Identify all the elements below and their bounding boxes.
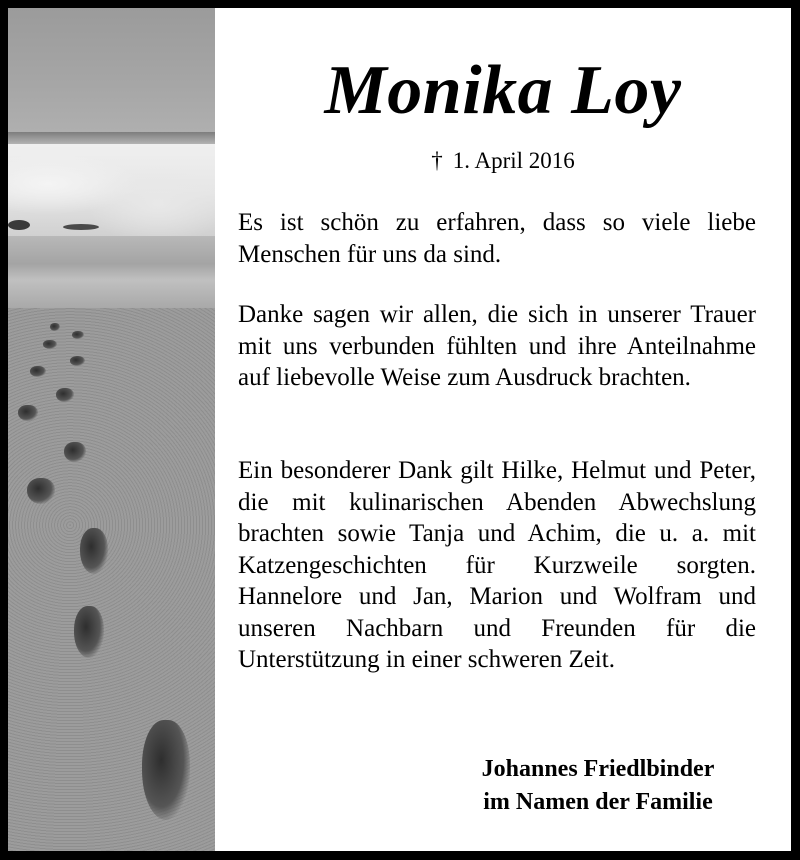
signature-family: im Namen der Familie (483, 789, 713, 815)
footprint-icon (74, 606, 104, 658)
death-date: 1. April 2016 (452, 148, 575, 173)
deceased-name: Monika Loy (324, 52, 682, 129)
cross-icon: † (431, 148, 443, 173)
paragraph-2: Danke sagen wir allen, die sich in unserer Trauer mit uns verbunden fühlten und ihre Anteilnahme auf liebevolle Weise zum Ausdruck brachten. (238, 301, 756, 391)
footprint-icon (142, 720, 190, 820)
rock (8, 220, 30, 230)
death-date-line (215, 149, 791, 172)
obituary-card (8, 8, 791, 851)
footprint-icon (72, 331, 84, 339)
rock (63, 224, 99, 230)
obituary-content (215, 8, 791, 851)
paragraph-1: Es ist schön zu erfahren, dass so viele liebe Menschen für uns da sind. (238, 209, 756, 268)
signature-name: Johannes Friedlbinder (481, 756, 715, 782)
footprint-icon (18, 405, 38, 421)
beach-footprints-photo (8, 8, 215, 851)
footprint-icon (50, 323, 60, 331)
paragraph-3: Ein besonderer Dank gilt Hilke, Helmut und Peter, die mit kulinarischen Abenden Abwechslung brachten sowie Tanja und Achim, die u. a. mit Katzengeschichten für Kurzweile sorgten. Hannelore und Jan, Marion und Wolfram und unseren Nachbarn und Freunden für die Unterstützung in einer schweren Zeit. (238, 457, 756, 673)
footprint-icon (56, 388, 74, 402)
footprint-icon (70, 356, 85, 366)
sky (8, 8, 215, 136)
wet-sand (8, 236, 215, 316)
footprint-icon (43, 340, 57, 349)
ocean-surf (8, 144, 215, 239)
footprint-icon (64, 442, 86, 462)
footprint-icon (27, 478, 55, 504)
footprint-icon (30, 366, 46, 377)
footprint-icon (80, 528, 108, 574)
